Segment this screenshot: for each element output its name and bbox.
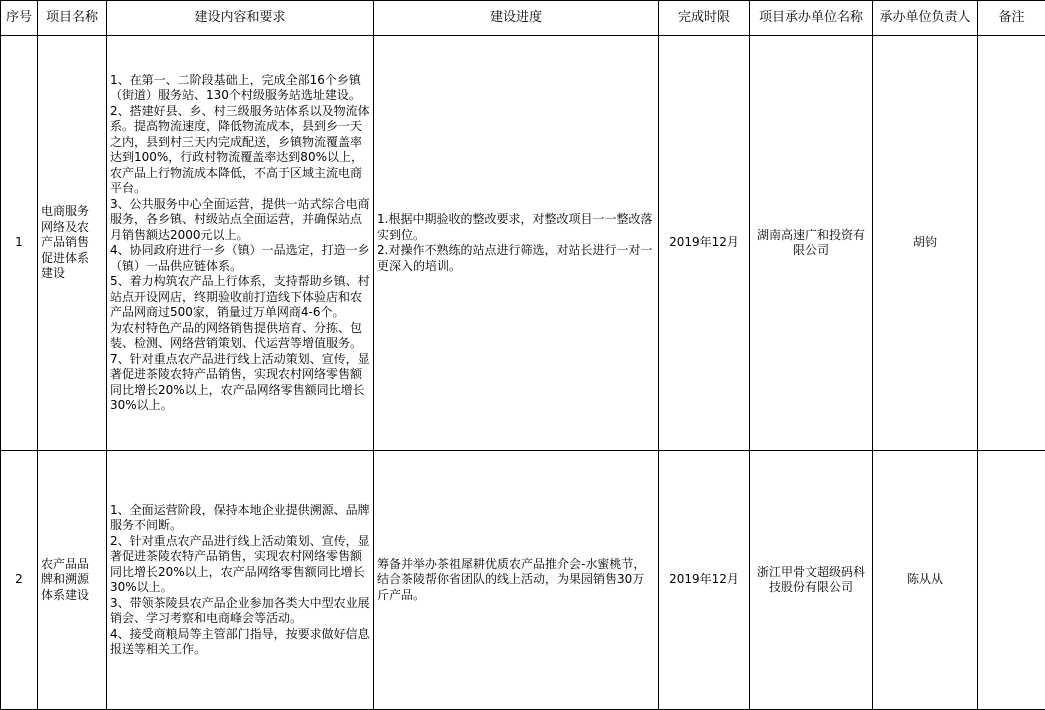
header-leader: 承办单位负责人	[873, 1, 978, 36]
cell-project-name: 农产品品 牌和溯源 体系建设	[38, 451, 107, 710]
cell-unit: 浙江甲骨文超级码科 技股份有限公司	[750, 451, 873, 710]
cell-content: 1、在第一、二阶段基础上，完成全部16个乡镇（街道）服务站、130个村级服务站选址建设。 2、搭建好县、乡、村三级服务站体系以及物流体系。提高物流速度，降低物流成本，县到乡一天之内，县到村三天内完成配送，乡镇物流覆盖率达到100%，行政村物流覆盖率达到80%以上，农产品上行物流成本降低，不高于区域主流电商平台。 3、公共服务中心全面运营，提供一站式综合电商服务，各乡镇、村级站点全面运营，并确保站点月销售额达2000元以上。 4、协同政府进行一乡（镇）一品选定，打造一乡（镇）一品供应链体系。 5、着力构筑农产品上行体系，支持帮助乡镇、村站点开设网店，终期验收前打造线下体验店和农产品网商过500家，销量过万单网商4-6个。 为农村特色产品的网络销售提供培育、分拣、包装、检测、网络营销策划、代运营等增值服务。7、针对重点农产品进行线上活动策划、宣传，显著促进茶陵农特产品销售，实现农村网络零售额同比增长20%以上，农产品网络零售额同比增长30%以上。	[107, 36, 374, 451]
cell-leader: 陈从从	[873, 451, 978, 710]
cell-deadline: 2019年12月	[659, 451, 750, 710]
cell-unit: 湖南高速广和投资有 限公司	[750, 36, 873, 451]
header-row	[1, 1, 1045, 36]
table-row	[1, 36, 1045, 451]
cell-deadline: 2019年12月	[659, 36, 750, 451]
table-row	[1, 451, 1045, 710]
cell-progress: 1.根据中期验收的整改要求，对整改项目一一整改落实到位。 2.对操作不熟练的站点进行筛选，对站长进行一对一更深入的培训。	[374, 36, 659, 451]
header-unit: 项目承办单位名称	[750, 1, 873, 36]
header-remark: 备注	[978, 1, 1045, 36]
header-project-name: 项目名称	[38, 1, 107, 36]
cell-content: 1、全面运营阶段，保持本地企业提供溯源、品牌服务不间断。 2、针对重点农产品进行线上活动策划、宣传，显著促进茶陵农特产品销售，实现农村网络零售额同比增长20%以上，农产品网络零售额同比增长30%以上。 3、带领茶陵县农产品企业参加各类大中型农业展销会、学习考察和电商峰会等活动。 4、接受商粮局等主管部门指导，按要求做好信息报送等相关工作。	[107, 451, 374, 710]
cell-remark	[978, 451, 1045, 710]
header-no: 序号	[1, 1, 38, 36]
cell-remark	[978, 36, 1045, 451]
header-deadline: 完成时限	[659, 1, 750, 36]
header-content: 建设内容和要求	[107, 1, 374, 36]
cell-project-name: 电商服务 网络及农 产品销售 促进体系 建设	[38, 36, 107, 451]
header-progress: 建设进度	[374, 1, 659, 36]
cell-leader: 胡钧	[873, 36, 978, 451]
cell-no: 1	[1, 36, 38, 451]
cell-no: 2	[1, 451, 38, 710]
cell-progress: 筹备并举办茶祖犀耕优质农产品推介会-水蜜桃节，结合茶陵帮你省团队的线上活动，为果园销售30万斤产品。	[374, 451, 659, 710]
